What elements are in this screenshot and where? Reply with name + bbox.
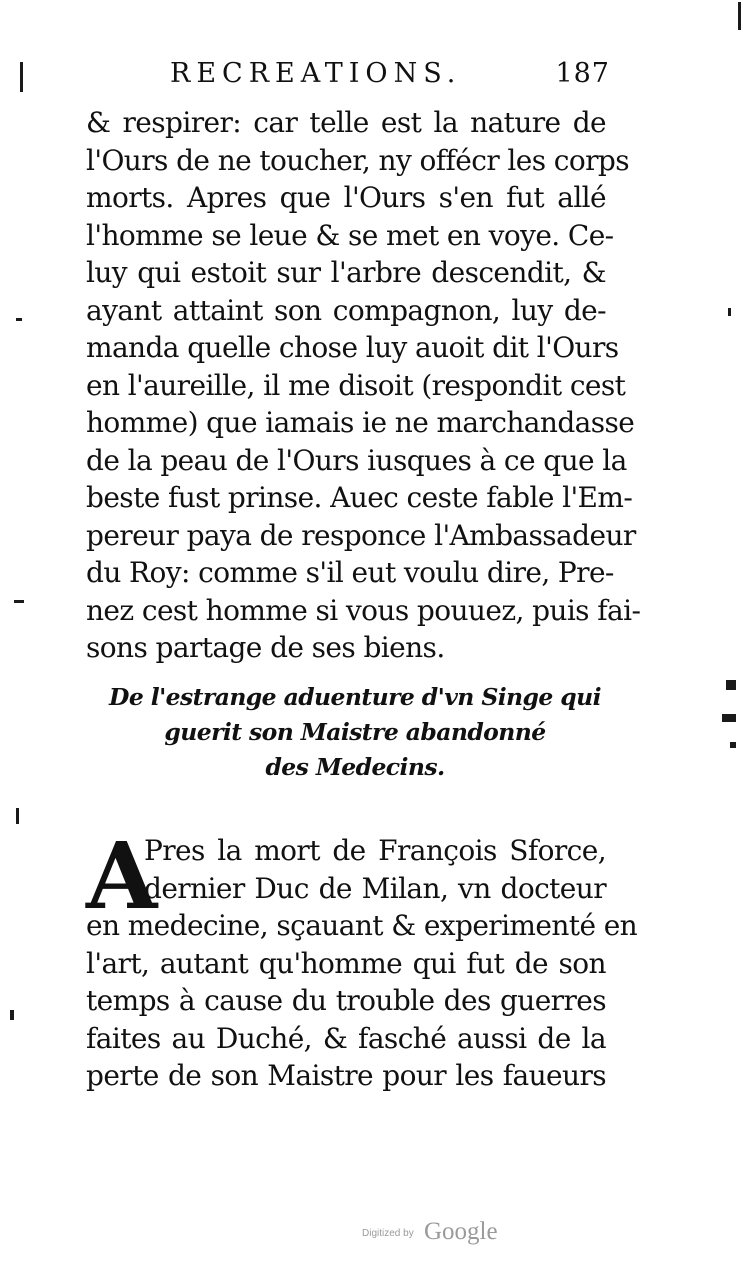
text-line: l'Ours de ne toucher, ny offécr les corps: [86, 143, 630, 177]
scan-mark: [730, 742, 736, 748]
text-line: pereur paya de responce l'Ambassadeur: [86, 518, 636, 552]
page-number: 187: [555, 58, 610, 89]
text-line: Pres la mort de François Sforce,: [144, 834, 606, 867]
text-line: morts. Apres que l'Ours s'en fut allé: [86, 181, 606, 214]
heading-line: De l'estrange aduenture d'vn Singe qui: [109, 683, 601, 711]
chapter-heading: [100, 680, 610, 785]
watermark-prefix: Digitized by: [362, 1228, 414, 1239]
text-line: temps à cause du trouble des guerres: [86, 984, 606, 1017]
drop-cap: A: [86, 822, 158, 930]
scan-mark: [726, 680, 736, 690]
running-head: [170, 58, 610, 98]
text-line: homme) que iamais ie ne marchandasse: [86, 406, 635, 439]
scan-mark: [14, 600, 24, 603]
watermark-brand: Google: [424, 1218, 498, 1245]
text-line: faites au Duché, & fasché aussi de la: [86, 1021, 606, 1055]
digitization-watermark: [362, 1218, 522, 1248]
running-title: RECREATIONS.: [170, 58, 462, 89]
text-line: en medecine, sçauant & experimenté en: [86, 909, 638, 942]
chapter-text: [86, 822, 638, 1095]
heading-line: guerit son Maistre abandonné: [164, 718, 546, 746]
body-text: [86, 104, 641, 667]
text-line: l'homme se leue & se met en voye. Ce-: [86, 218, 614, 252]
text-line: nez cest homme si vous pouuez, puis fai-: [86, 593, 641, 627]
text-line: en l'aureille, il me disoit (respondit cest: [86, 368, 626, 402]
scan-mark: [20, 62, 23, 92]
text-line: l'art, autant qu'homme qui fut de son: [86, 946, 606, 980]
scan-mark: [16, 318, 22, 321]
text-line: beste fust prinse. Auec ceste fable l'Em-: [86, 481, 633, 514]
scan-mark: [738, 2, 741, 30]
text-line: & respirer: car telle est la nature de: [86, 106, 606, 139]
text-line: ayant attaint son compagnon, luy de-: [86, 293, 606, 327]
scan-mark: [16, 808, 19, 824]
text-line: sons partage de ses biens.: [86, 631, 445, 664]
heading-line: des Medecins.: [265, 753, 445, 781]
text-line: du Roy: comme s'il eut voulu dire, Pre-: [86, 556, 614, 589]
text-line: perte de son Maistre pour les faueurs: [86, 1059, 606, 1092]
text-line: manda quelle chose luy auoit dit l'Ours: [86, 331, 619, 364]
text-line: luy qui estoit sur l'arbre descendit, &: [86, 256, 606, 289]
scan-mark: [728, 308, 731, 316]
text-line: de la peau de l'Ours iusques à ce que la: [86, 443, 627, 477]
scan-mark: [10, 1010, 14, 1020]
scan-mark: [722, 714, 736, 722]
text-line: dernier Duc de Milan, vn docteur: [144, 871, 606, 905]
